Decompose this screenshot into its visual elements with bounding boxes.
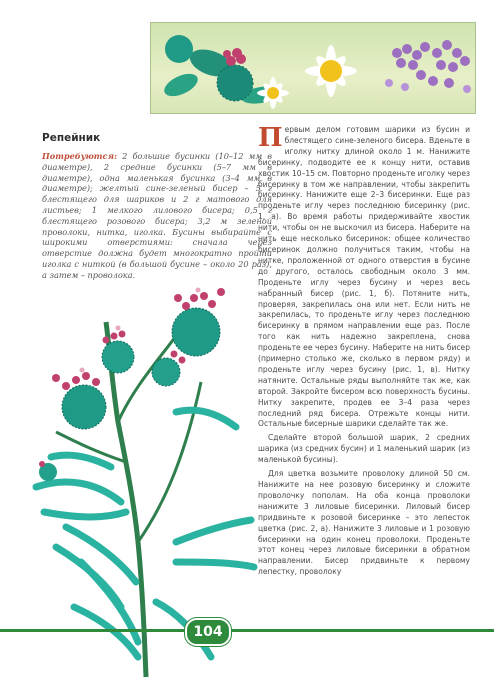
burdock-svg: [26, 262, 266, 682]
flower-banner-svg: [151, 23, 475, 113]
page-number-badge: [185, 618, 231, 646]
beaded-burdock-illustration: [26, 262, 266, 682]
instructions-paragraph: [258, 125, 470, 430]
page-number: 104: [193, 624, 223, 640]
flower-banner-illustration: [150, 22, 476, 114]
paragraph-text: ервым делом готовим шарики из бусин и блестящего сине-зеленого бисера. Вденьте в иголку нитку длиной около 1 м. Нанижите бисеринку, подводите ее к концу нити, оставив хвостик 10–15 см. Повторно проденьте иголку через бисеринку в том же направлении, чтобы закрепить бисеринку. Нанижите еще 2–3 бисеринки. Еще раз проденьте иглу через последнюю бисеринку (рис. 1, а). Во время работы придерживайте хвостик нити, чтобы он не выскочил из бисера. Наберите на нить еще несколько бисеринок: общее количество бисеринок должно получиться таким, чтобы на нитке, проложенной от одного отверстия в бусине до другого, осталось свободным около 3 мм. Проденьте иглу через бусину и через весь набранный бисер (рис. 1, б). Потяните нить, проверяя, закрепилась она или нет. Если нить не закрепилась, то проденьте иглу через последнюю бисеринку в прямом направлении еще раз. После того как нить надежно закреплена, снова проденьте ее через бусину. Наберите на нить бисер (примерно столько же, сколько в первом ряду) и проденьте иглу через бусину (рис. 1, в). Нитку натяните. Остальные ряды выполняйте так же, как второй. Закройте бисером всю поверхность бусины. Нитку закрепите, продев ее 3–4 раза через последний ряд бисера. Отрежьте концы нити. Остальные бисерные шарики сделайте так же.: [258, 125, 470, 429]
instructions-paragraph: Сделайте второй большой шарик, 2 средних шарика (из средних бусин) и 1 маленький шарик (из маленькой бусины).: [258, 433, 470, 465]
requirements-text: 2 большие бусинки (10–12 мм в диаметре), 2 средние бусинки (5–7 мм в диаметре), одна маленькая бусинка (3–4 мм в диаметре); желтый сине-зеленый бисер – 5 г блестящего для шариков и 2 г матового для листьев; 1 мелкого лилового бисера; 0,5 г блестящего розового бисера; 3,2 м зеленой проволоки, нитка, иголка. Бусины выбирайте с широкими отверстиями: сначала через отверстие должна будет многократно пройти иголка с ниткой (в большой бусине – около 20 раз), а затем – проволока.: [42, 151, 272, 280]
footer-rule: [0, 629, 494, 632]
instructions-paragraph: Для цветка возьмите проволоку длиной 50 см. Нанижите на нее розовую бисеринку и сложите проволочку пополам. На оба конца проволоки нанижите 3 лиловые бисеринки. Лиловый бисер придвиньте к розовой бисеринке – это лепесток цветка (рис. 2, а). Нанижите 3 лиловые и 1 розовую бисеринки на один конец проволоки. Проденьте этот конец через лиловые бисеринки в обратном направлении. Бисер придвиньте к первому лепестку, проволоку: [258, 469, 470, 577]
drop-cap: П: [258, 125, 283, 153]
instructions-column: [258, 125, 470, 645]
section-title: Репейник: [42, 132, 101, 144]
requirements-lead: Потребуются:: [42, 151, 117, 161]
